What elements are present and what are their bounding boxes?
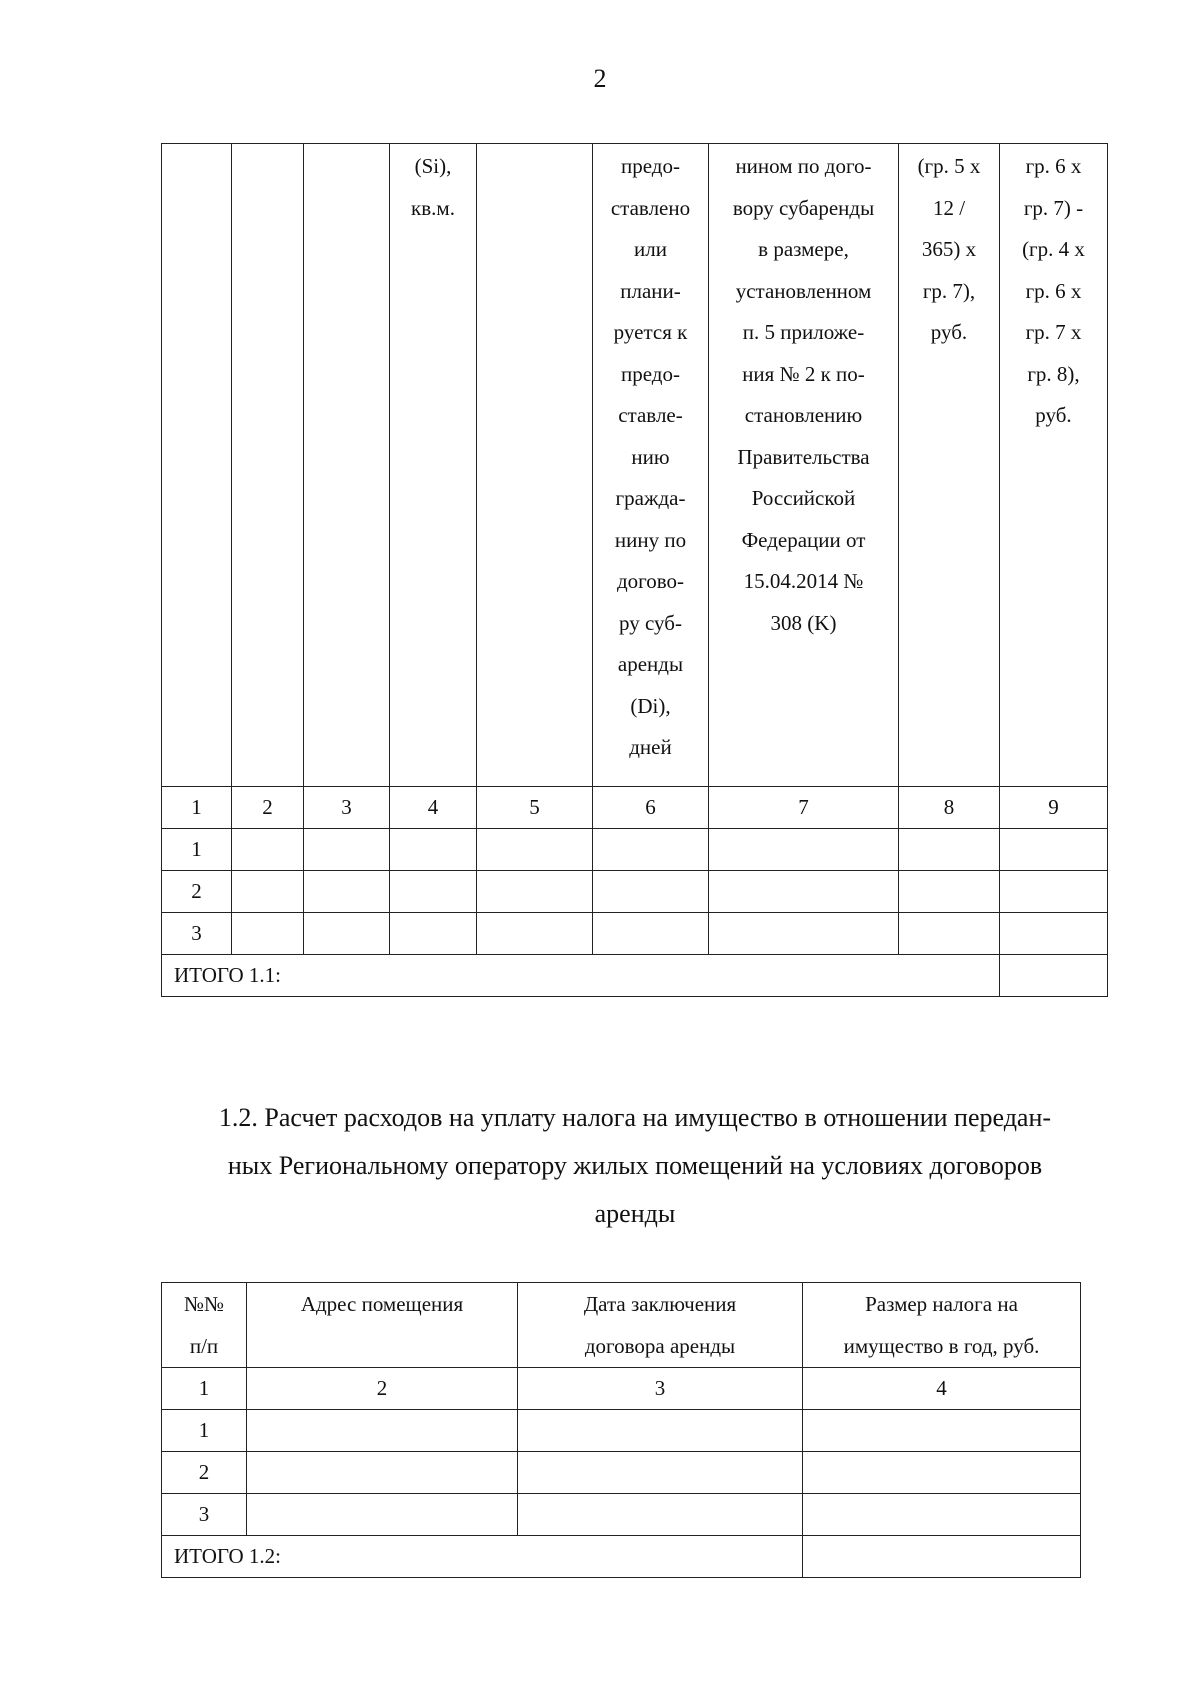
column-number-row [162,1368,1081,1410]
cell[interactable] [1000,829,1108,871]
row-number: 2 [162,871,232,913]
column-number: 3 [518,1368,803,1410]
cell[interactable] [477,829,593,871]
column-number: 8 [899,787,1000,829]
page-number: 2 [593,64,607,93]
column-number: 7 [709,787,899,829]
row-number: 3 [162,1494,247,1536]
table-1-1 [161,143,1108,997]
total-label: ИТОГО 1.2: [162,1536,803,1578]
cell[interactable] [709,871,899,913]
header-cell-9: гр. 6 х гр. 7) - (гр. 4 х гр. 6 х гр. 7 х гр. 8), руб. [1000,144,1108,787]
cell[interactable] [232,871,304,913]
column-number: 1 [162,1368,247,1410]
cell[interactable] [390,829,477,871]
cell[interactable] [803,1452,1081,1494]
column-number: 3 [304,787,390,829]
cell[interactable] [247,1494,518,1536]
section-heading-1-2: 1.2. Расчет расходов на уплату налога на имущество в отношении передан- ных Региональному оператору жилых помещений на условиях договоров аренды [218,1103,1052,1228]
total-label: ИТОГО 1.1: [162,955,1000,997]
header-address: Адрес помещения [247,1283,518,1368]
cell[interactable] [899,913,1000,955]
header-cell-8: (гр. 5 х 12 / 365) х гр. 7), руб. [899,144,1000,787]
table-1-1-continued-header [162,144,1108,787]
cell[interactable] [709,829,899,871]
table-row [162,1494,1081,1536]
table-row [162,1452,1081,1494]
header-number: №№ п/п [162,1283,247,1368]
column-number: 9 [1000,787,1108,829]
cell[interactable] [247,1452,518,1494]
column-number: 2 [247,1368,518,1410]
header-cell-6: предо- ставлено или плани- руется к предо- ставле- нию гражда- нину по догово- ру суб- аренды (Di), дней [593,144,709,787]
row-number: 1 [162,829,232,871]
cell[interactable] [232,829,304,871]
header-cell-7: нином по дого- вору субаренды в размере, установленном п. 5 приложе- ния № 2 к по- становлению Правительства Российской Федерации от 15.04.2014 № 308 (K) [709,144,899,787]
column-number: 1 [162,787,232,829]
table-row [162,1410,1081,1452]
cell[interactable] [1000,871,1108,913]
total-row [162,1536,1081,1578]
total-row [162,955,1108,997]
cell[interactable] [247,1410,518,1452]
cell[interactable] [709,913,899,955]
header-cell-5 [477,144,593,787]
cell[interactable] [593,829,709,871]
cell[interactable] [304,829,390,871]
cell[interactable] [518,1452,803,1494]
table-1-2-header [162,1283,1081,1368]
row-number: 2 [162,1452,247,1494]
cell[interactable] [803,1494,1081,1536]
column-number: 4 [803,1368,1081,1410]
row-number: 1 [162,1410,247,1452]
cell[interactable] [390,871,477,913]
total-value-cell[interactable] [803,1536,1081,1578]
cell[interactable] [477,871,593,913]
total-value-cell[interactable] [1000,955,1108,997]
row-number: 3 [162,913,232,955]
column-number: 4 [390,787,477,829]
table-row [162,829,1108,871]
cell[interactable] [1000,913,1108,955]
column-number: 5 [477,787,593,829]
header-cell-2 [232,144,304,787]
cell[interactable] [304,913,390,955]
table-row [162,871,1108,913]
cell[interactable] [899,871,1000,913]
table-row [162,913,1108,955]
column-number: 2 [232,787,304,829]
header-cell-4: (Si), кв.м. [390,144,477,787]
cell[interactable] [518,1410,803,1452]
cell[interactable] [593,871,709,913]
cell[interactable] [899,829,1000,871]
column-number: 6 [593,787,709,829]
header-cell-1 [162,144,232,787]
cell[interactable] [232,913,304,955]
header-tax-amount: Размер налога на имущество в год, руб. [803,1283,1081,1368]
header-cell-3 [304,144,390,787]
cell[interactable] [593,913,709,955]
cell[interactable] [477,913,593,955]
table-1-2 [161,1282,1081,1578]
cell[interactable] [390,913,477,955]
cell[interactable] [803,1410,1081,1452]
cell[interactable] [304,871,390,913]
cell[interactable] [518,1494,803,1536]
header-contract-date: Дата заключения договора аренды [518,1283,803,1368]
column-number-row [162,787,1108,829]
